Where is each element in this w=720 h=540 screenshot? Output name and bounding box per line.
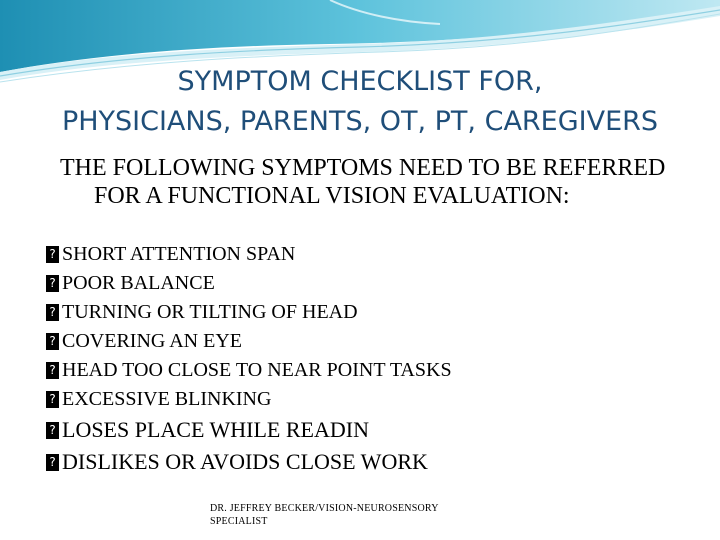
title-line-2: PHYSICIANS, PARENTS, OT, PT, CAREGIVERS bbox=[61, 106, 659, 137]
missing-glyph-icon: ? bbox=[46, 275, 59, 292]
list-item bbox=[46, 327, 452, 356]
symptom-text: HEAD TOO CLOSE TO NEAR POINT TASKS bbox=[62, 359, 452, 381]
author-credit-line-1: DR. JEFFREY BECKER/VISION-NEUROSENSORY bbox=[210, 503, 439, 514]
author-credit-line-2: SPECIALIST bbox=[210, 516, 268, 527]
list-item bbox=[46, 269, 452, 298]
list-item bbox=[46, 385, 452, 414]
missing-glyph-icon: ? bbox=[46, 304, 59, 321]
list-item bbox=[46, 414, 452, 446]
list-item bbox=[46, 446, 452, 478]
symptom-text: SHORT ATTENTION SPAN bbox=[62, 243, 296, 265]
missing-glyph-icon: ? bbox=[46, 422, 59, 439]
symptom-list bbox=[46, 240, 452, 478]
list-item bbox=[46, 298, 452, 327]
intro-line-2: FOR A FUNCTIONAL VISION EVALUATION: bbox=[94, 183, 570, 209]
title-line-1: SYMPTOM CHECKLIST FOR, bbox=[177, 66, 543, 97]
intro-line-1: THE FOLLOWING SYMPTOMS NEED TO BE REFERRED bbox=[60, 155, 666, 181]
author-credit bbox=[210, 502, 439, 528]
symptom-text: POOR BALANCE bbox=[62, 272, 215, 294]
missing-glyph-icon: ? bbox=[46, 333, 59, 350]
symptom-text: EXCESSIVE BLINKING bbox=[62, 388, 272, 410]
symptom-text: COVERING AN EYE bbox=[62, 330, 242, 352]
missing-glyph-icon: ? bbox=[46, 362, 59, 379]
symptom-text: LOSES PLACE WHILE READIN bbox=[62, 417, 369, 442]
symptom-text: TURNING OR TILTING OF HEAD bbox=[62, 301, 358, 323]
list-item bbox=[46, 356, 452, 385]
intro-text bbox=[60, 154, 700, 210]
slide-title bbox=[0, 62, 720, 142]
missing-glyph-icon: ? bbox=[46, 454, 59, 471]
missing-glyph-icon: ? bbox=[46, 391, 59, 408]
list-item bbox=[46, 240, 452, 269]
symptom-text: DISLIKES OR AVOIDS CLOSE WORK bbox=[62, 449, 428, 474]
missing-glyph-icon: ? bbox=[46, 246, 59, 263]
